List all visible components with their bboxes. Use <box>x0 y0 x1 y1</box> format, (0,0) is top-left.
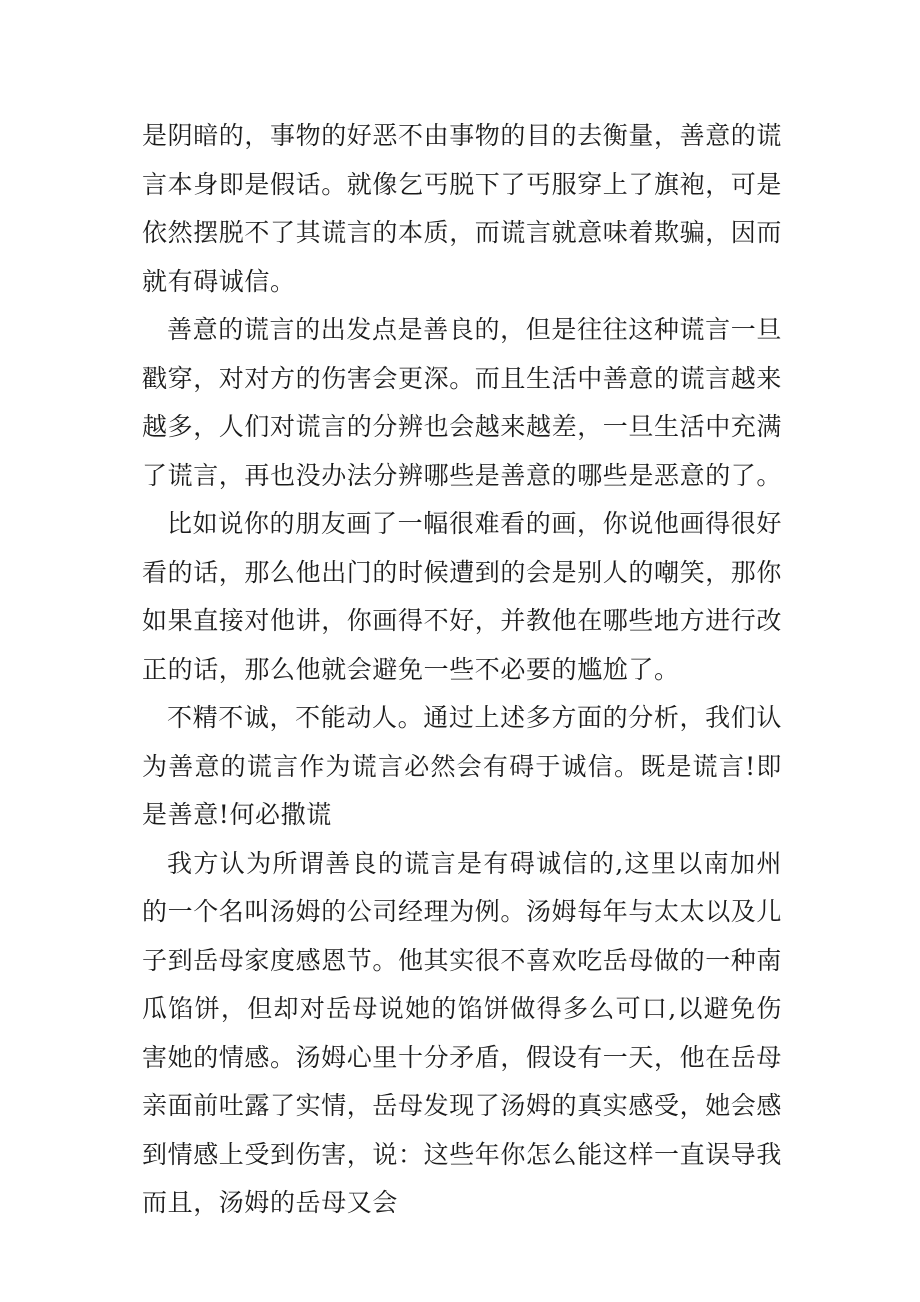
paragraph-2: 善意的谎言的出发点是善良的，但是往往这种谎言一旦戳穿，对对方的伤害会更深。而且生活中善意的谎言越来越多，人们对谎言的分辨也会越来越差，一旦生活中充满了谎言，再也没办法分辨哪些是善意的哪些是恶意的了。 <box>142 315 783 490</box>
document-page <box>142 112 782 1228</box>
paragraph-4: 不精不诚，不能动人。通过上述多方面的分析，我们认为善意的谎言作为谎言必然会有碍于诚信。既是谎言!即是善意!何必撒谎 <box>142 703 782 829</box>
paragraph-1: 是阴暗的，事物的好恶不由事物的目的去衡量，善意的谎言本身即是假话。就像乞丐脱下了丐服穿上了旗袍，可是依然摆脱不了其谎言的本质，而谎言就意味着欺骗，因而就有碍诚信。 <box>142 121 783 296</box>
paragraph-3: 比如说你的朋友画了一幅很难看的画，你说他画得很好看的话，那么他出门的时候遭到的会是别人的嘲笑，那你如果直接对他讲，你画得不好，并教他在哪些地方进行改正的话，那么他就会避免一些不必要的尴尬了。 <box>142 509 783 684</box>
paragraph-5: 我方认为所谓善良的谎言是有碍诚信的,这里以南加州的一个名叫汤姆的公司经理为例。汤姆每年与太太以及儿子到岳母家度感恩节。他其实很不喜欢吃岳母做的一种南瓜馅饼，但却对岳母说她的馅饼做得多么可口,以避免伤害她的情感。汤姆心里十分矛盾，假设有一天，他在岳母亲面前吐露了实情，岳母发现了汤姆的真实感受，她会感到情感上受到伤害，说：这些年你怎么能这样一直误导我而且，汤姆的岳母又会 <box>142 848 783 1217</box>
